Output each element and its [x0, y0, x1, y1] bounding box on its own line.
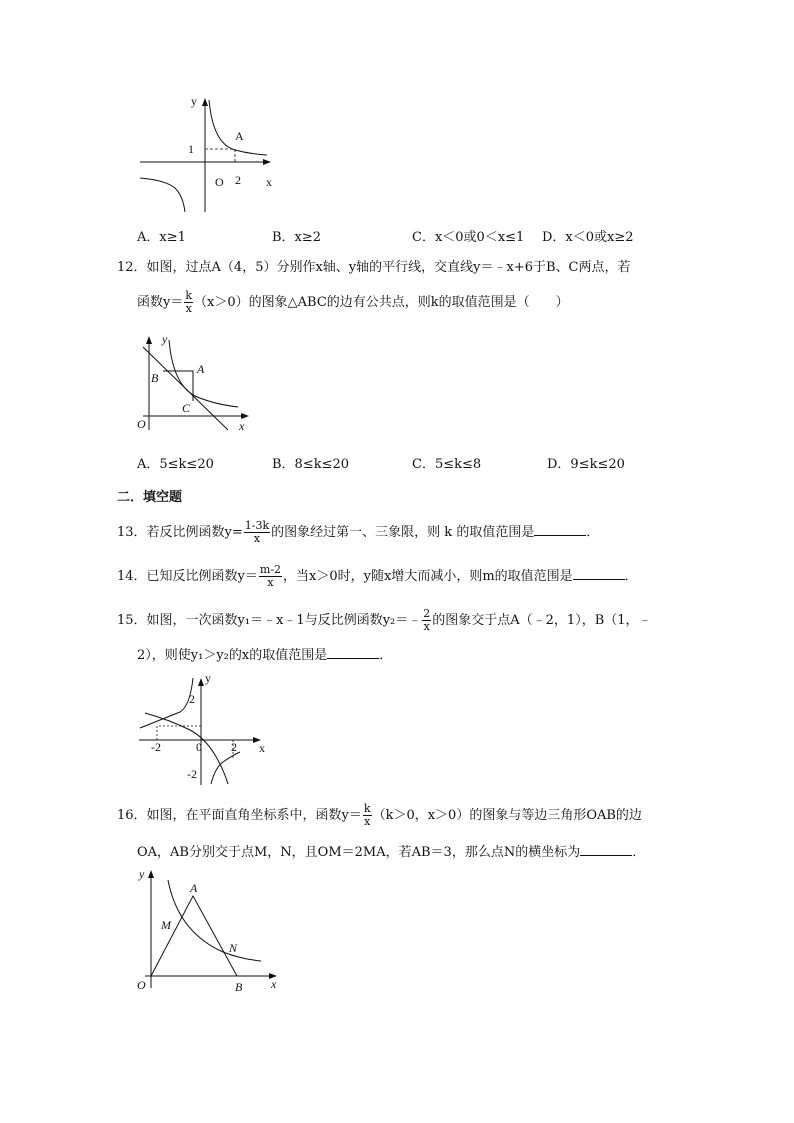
q12-frac-num: k [185, 289, 193, 302]
q12-x-label: x [239, 419, 245, 433]
q12-point-b-label: B [151, 371, 159, 385]
q16-line1 [117, 803, 642, 828]
q16-line1-pre: 16．如图，在平面直角坐标系中，函数y＝ [117, 808, 362, 823]
q13-answer-blank[interactable] [534, 523, 586, 536]
q16-y-label: y [139, 867, 145, 881]
q16-point-n-label: N [229, 941, 238, 955]
q12-figure [133, 330, 253, 435]
q16-origin-label: O [137, 978, 146, 992]
q12-option-d[interactable]: D．9≤k≤20 [547, 457, 625, 472]
q16-point-m-label: M [161, 918, 171, 932]
q16-point-a-label: A [190, 881, 198, 895]
q16-point-b-label: B [235, 980, 243, 994]
q16-line1-post: （k＞0，x＞0）的图象与等边三角形OAB的边 [372, 808, 642, 823]
q13-pre: 13．若反比例函数y= [117, 525, 243, 540]
q16-figure [133, 862, 288, 997]
q14-answer-blank[interactable] [573, 567, 625, 580]
q12-fraction [184, 290, 193, 315]
q15-y-label: y [205, 671, 211, 685]
q12-y-label: y [162, 332, 168, 346]
q13-end: ． [586, 525, 600, 540]
q11-origin-label: O [215, 175, 224, 189]
q14-pre: 14．已知反比例函数y＝ [117, 569, 258, 584]
q12-line2 [137, 290, 569, 315]
q15-figure [135, 670, 270, 788]
q13-line [117, 520, 599, 545]
q15-frac-den: x [423, 620, 430, 633]
q16-frac-num: k [363, 802, 371, 815]
q12-line2-post: （x＞0）的图象△ABC的边有公共点，则k的取值范围是（ ） [194, 295, 569, 310]
q11-option-c[interactable]: C．x＜0或0＜x≤1 [412, 230, 525, 245]
q11-x-label: x [266, 175, 272, 189]
q16-frac-den: x [364, 815, 371, 828]
q15-line2 [137, 646, 392, 665]
q15-tick-2-x: 2 [231, 740, 237, 754]
q15-line2-pre: 2），则使y₁＞y₂的x的取值范围是 [137, 648, 328, 663]
q13-frac-num: 1-3k [244, 519, 270, 532]
q15-line1-pre: 15．如图，一次函数y₁＝﹣x﹣1与反比例函数y₂＝﹣ [117, 613, 422, 628]
q16-x-label: x [271, 977, 277, 991]
q12-point-a-label: A [197, 362, 205, 376]
q14-end: ． [624, 569, 638, 584]
q16-fraction [363, 803, 372, 828]
q15-line2-end: ． [379, 648, 393, 663]
q15-line1 [117, 608, 652, 633]
q15-frac-num: 2 [423, 607, 431, 620]
q14-post: ，当x＞0时，y随x增大而减小，则m的取值范围是 [283, 569, 573, 584]
q12-option-a[interactable]: A．5≤k≤20 [137, 457, 214, 472]
q13-fraction [244, 520, 270, 545]
q11-y-label: y [191, 94, 197, 108]
q15-fraction [422, 608, 431, 633]
q16-answer-blank[interactable] [580, 843, 632, 856]
q11-point-a-label: A [235, 129, 244, 143]
q16-line2-end: ． [632, 845, 646, 860]
q11-tick-2: 2 [235, 173, 241, 187]
q15-tick-neg2-x: -2 [151, 740, 161, 754]
section-title-fill-in: 二．填空题 [117, 490, 183, 505]
q13-post: 的图象经过第一、三象限，则 k 的取值范围是 [271, 525, 535, 540]
q15-x-label: x [259, 741, 265, 755]
q11-option-a[interactable]: A．x≥1 [137, 230, 186, 245]
q15-line1-post: 的图象交于点A（﹣2，1），B（1，﹣ [432, 613, 652, 628]
q14-frac-den: x [267, 576, 274, 589]
q14-fraction [259, 564, 282, 589]
q16-line2-pre: OA，AB分别交于点M，N，且OM＝2MA，若AB＝3，那么点N的横坐标为 [137, 845, 581, 860]
q15-answer-blank[interactable] [327, 646, 379, 659]
q13-frac-den: x [253, 532, 261, 545]
q11-tick-1: 1 [188, 142, 194, 156]
q15-tick-neg2-y: -2 [187, 767, 197, 781]
q14-line [117, 564, 638, 589]
q11-figure [135, 92, 285, 217]
q12-line1: 12．如图，过点A（4，5）分别作x轴、y轴的平行线，交直线y＝﹣x+6于B、C两点，若 [117, 260, 631, 275]
q14-frac-num: m-2 [259, 563, 282, 576]
q12-point-c-label: C [182, 401, 191, 415]
q12-option-b[interactable]: B．8≤k≤20 [272, 457, 350, 472]
q15-tick-2-y: 2 [189, 692, 195, 706]
q11-option-b[interactable]: B．x≥2 [272, 230, 322, 245]
q12-line2-pre: 函数y＝ [137, 295, 184, 310]
q15-origin-label: 0 [196, 740, 202, 754]
q12-frac-den: x [185, 302, 192, 315]
q11-option-d[interactable]: D．x＜0或x≥2 [542, 230, 634, 245]
q12-option-c[interactable]: C．5≤k≤8 [412, 457, 482, 472]
q16-line2 [137, 843, 645, 862]
q12-origin-label: O [137, 417, 146, 431]
